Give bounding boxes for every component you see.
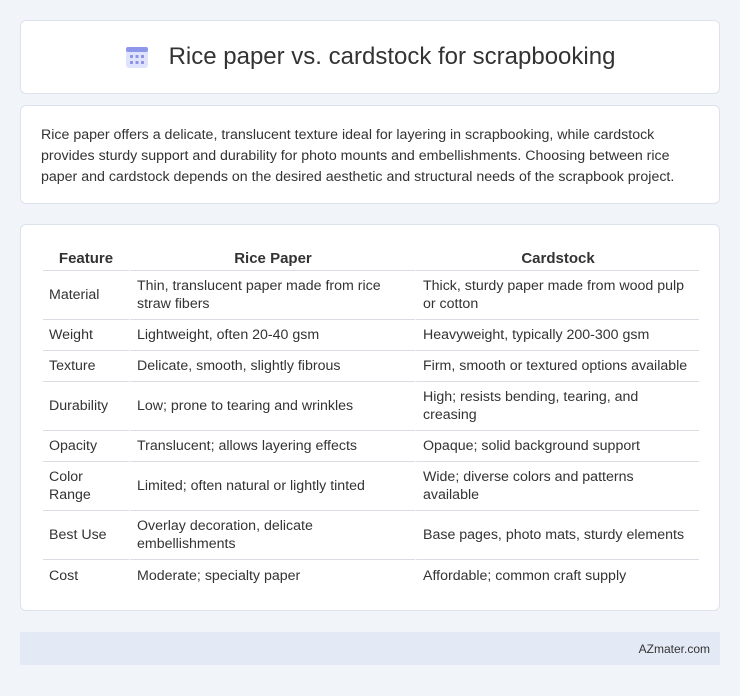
table-row — [43, 511, 699, 560]
intro-paragraph: Rice paper offers a delicate, translucent texture ideal for layering in scrapbooking, while cardstock provides sturdy support and durability for photo mounts and embellishments. Choosing between rice paper and cardstock depends on the desired aesthetic and structural needs of the scrapbook project. — [41, 127, 675, 185]
cell-cardstock: High; resists bending, tearing, and creasing — [415, 382, 699, 431]
cell-feature: Color Range — [43, 462, 129, 511]
cell-feature: Durability — [43, 382, 129, 431]
comparison-table-card — [20, 224, 720, 611]
cell-feature: Texture — [43, 351, 129, 382]
cell-rice-paper: Limited; often natural or lightly tinted — [129, 462, 415, 511]
cell-rice-paper: Low; prone to tearing and wrinkles — [129, 382, 415, 431]
cell-rice-paper: Moderate; specialty paper — [129, 560, 415, 591]
page-title: Rice paper vs. cardstock for scrapbooking — [168, 43, 616, 70]
cell-rice-paper: Lightweight, often 20-40 gsm — [129, 320, 415, 351]
cell-rice-paper: Delicate, smooth, slightly fibrous — [129, 351, 415, 382]
calendar-grid-icon — [125, 45, 149, 69]
cell-cardstock: Thick, sturdy paper made from wood pulp or cotton — [415, 271, 699, 320]
cell-feature: Cost — [49, 567, 79, 584]
table-row — [43, 431, 699, 462]
cell-cardstock: Base pages, photo mats, sturdy elements — [415, 511, 699, 560]
footer-site-link[interactable]: AZmater.com — [638, 641, 710, 656]
cell-feature: Weight — [43, 320, 129, 351]
cell-cardstock: Heavyweight, typically 200-300 gsm — [415, 320, 699, 351]
cell-rice-paper: Translucent; allows layering effects — [129, 431, 415, 462]
cell-rice-paper: Thin, translucent paper made from rice straw fibers — [129, 271, 415, 320]
cell-rice-paper: Overlay decoration, delicate embellishments — [129, 511, 415, 560]
comparison-table — [43, 245, 699, 591]
table-row — [43, 560, 699, 591]
cell-cardstock: Affordable; common craft supply — [415, 560, 699, 591]
table-row — [43, 271, 699, 320]
table-row — [43, 351, 699, 382]
cell-feature: Best Use — [43, 511, 129, 560]
cell-feature: Material — [43, 271, 129, 320]
cell-cardstock: Wide; diverse colors and patterns available — [415, 462, 699, 511]
footer-bar — [20, 632, 720, 665]
intro-card — [20, 105, 720, 204]
cell-cardstock: Opaque; solid background support — [415, 431, 699, 462]
cell-cardstock: Firm, smooth or textured options available — [415, 351, 699, 382]
table-header-row — [43, 245, 699, 271]
table-row — [43, 382, 699, 431]
table-row — [43, 320, 699, 351]
header-feature: Feature — [43, 245, 129, 271]
table-row — [43, 462, 699, 511]
title-wrap — [125, 43, 616, 71]
header-card — [20, 20, 720, 94]
cell-feature: Opacity — [43, 431, 129, 462]
header-rice-paper: Rice Paper — [129, 245, 415, 271]
header-cardstock: Cardstock — [415, 245, 699, 271]
